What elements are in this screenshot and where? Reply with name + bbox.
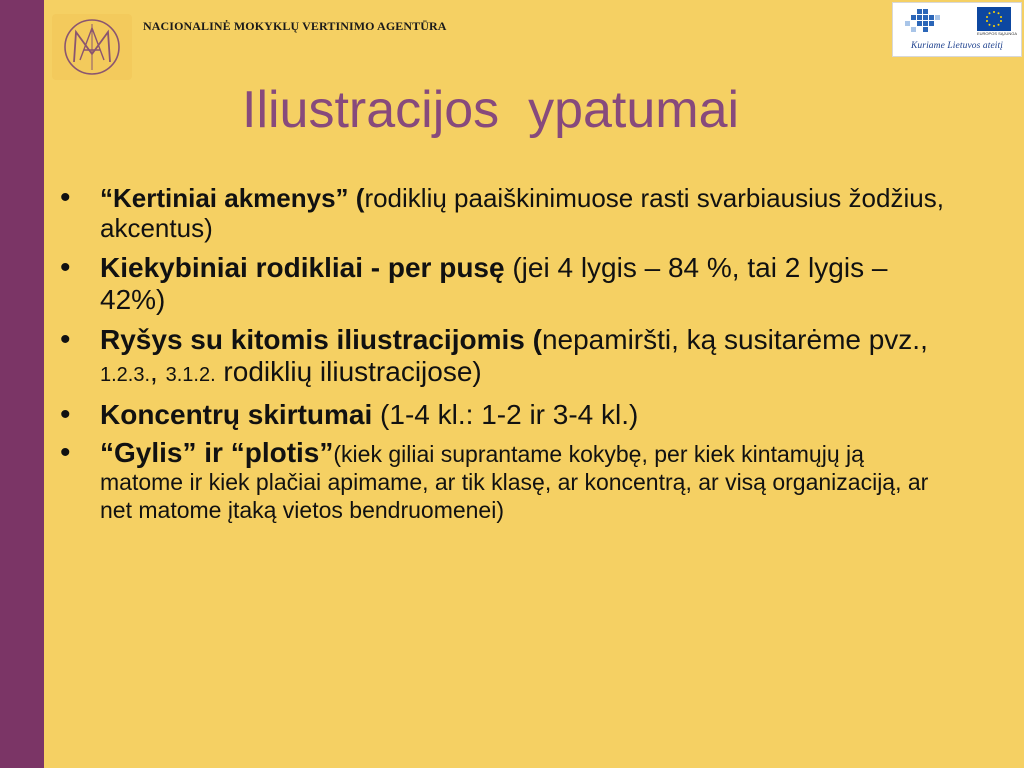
- bullet-dot-icon: •: [60, 251, 71, 284]
- eu-flag-icon: [977, 7, 1011, 31]
- bullet-text: (kiek giliai suprantame kokybę, per kiek kintamųjų ją matome ir kiek plačiai apimame, ar tik klasę, ar koncentrą, ar visą organizaciją, ar net matome įtaką vietos bendruomenei): [100, 441, 929, 523]
- bullet-text: (1-4 kl.: 1-2 ir 3-4 kl.): [372, 399, 639, 430]
- left-sidebar-band: [0, 0, 44, 768]
- bullet-text: nepamiršti, ką susitarėme pvz.,: [541, 324, 928, 355]
- bullet-text: (jei 4 lygis – 84 %, tai 2 lygis – 42%): [100, 252, 888, 315]
- bullet-dot-icon: •: [60, 398, 71, 431]
- bullet-dot-icon: •: [60, 436, 71, 469]
- bullet-item: [58, 252, 948, 316]
- indicator-code: 1.2.3.: [100, 364, 151, 386]
- slide-title: Iliustracijos ypatumai: [242, 81, 740, 139]
- bullet-dot-icon: •: [60, 323, 71, 356]
- bullet-list: [58, 183, 948, 524]
- eu-caption: Kuriame Lietuvos ateitį: [910, 41, 1004, 51]
- eu-funding-logo: [892, 2, 1022, 57]
- agency-logo: [52, 14, 132, 80]
- bullet-bold-text: “Gylis” ir “plotis”: [100, 437, 334, 468]
- indicator-code: 3.1.2.: [165, 364, 216, 386]
- agency-monogram-icon: [52, 14, 132, 80]
- bullet-text: ,: [150, 356, 166, 387]
- bullet-item: [58, 436, 948, 524]
- bullet-bold-text: Kiekybiniai rodikliai - per pusę: [100, 252, 505, 283]
- bullet-item: [58, 399, 948, 431]
- bullet-bold-text: “Kertiniai akmenys” (: [100, 183, 365, 213]
- bullet-text: rodiklių iliustracijose): [215, 356, 482, 387]
- ministry-logo-icon: [899, 7, 947, 37]
- bullet-dot-icon: •: [60, 181, 71, 214]
- bullet-bold-text: Koncentrų skirtumai: [100, 399, 373, 430]
- bullet-bold-text: Ryšys su kitomis iliustracijomis (: [100, 324, 542, 355]
- bullet-item: [58, 324, 948, 391]
- eu-small-label: EUROPOS SĄJUNGA: [976, 31, 1017, 36]
- agency-name: NACIONALINĖ MOKYKLŲ VERTINIMO AGENTŪRA: [143, 19, 447, 33]
- bullet-item: [58, 183, 948, 243]
- bullet-text: rodiklių paaiškinimuose rasti svarbiausius žodžius, akcentus): [100, 183, 944, 243]
